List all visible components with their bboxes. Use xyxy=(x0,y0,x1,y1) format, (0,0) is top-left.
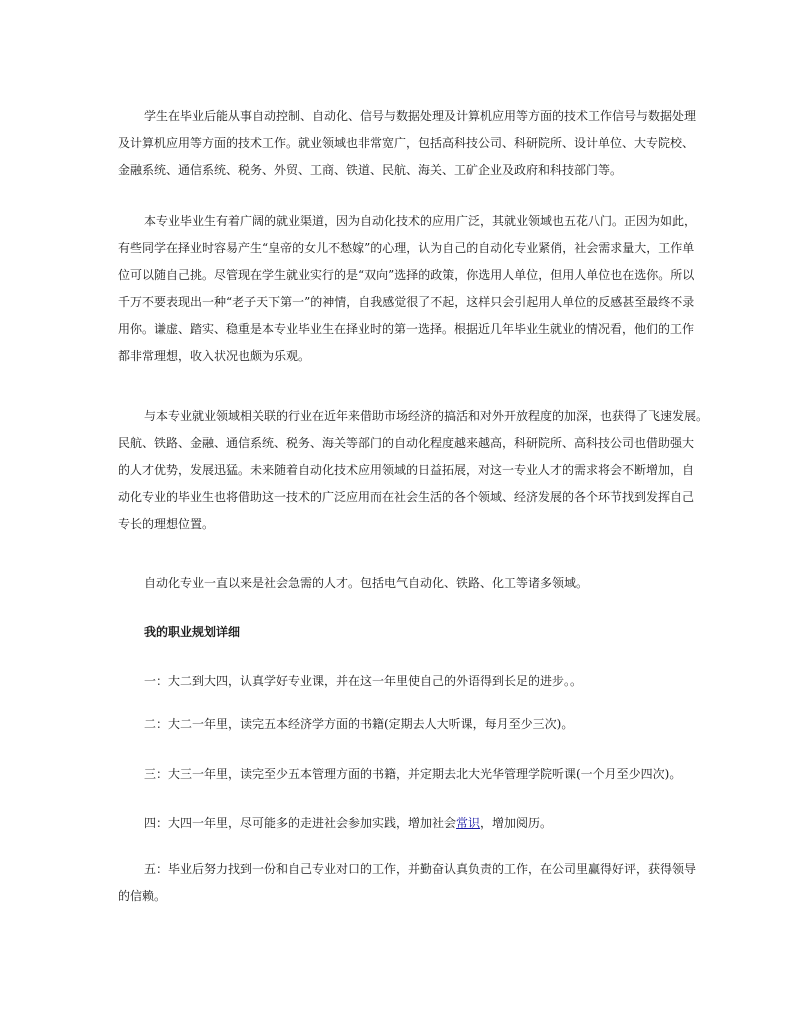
plan-item-2 xyxy=(118,711,690,738)
paragraph-2 xyxy=(118,208,697,370)
paragraph-line: 与本专业就业领域相关联的行业在近年来借助市场经济的搞活和对外开放程度的加深，也获得了飞速发展。 xyxy=(144,409,709,423)
paragraph-line: 用你。谦虚、踏实、稳重是本专业毕业生在择业时的第一选择。根据近几年毕业生就业的情况看，他们的工作 xyxy=(118,322,695,336)
paragraph-line: 的人才优势，发展迅猛。未来随着自动化技术应用领域的日益拓展，对这一专业人才的需求将会不断增加，自 xyxy=(118,463,695,477)
paragraph-1 xyxy=(118,103,697,184)
plan-item-text: 的信赖。 xyxy=(118,889,167,903)
section-heading-text: 我的职业规划详细 xyxy=(144,625,241,639)
paragraph-3 xyxy=(118,403,709,538)
plan-item-text: 一：大二到大四，认真学好专业课，并在这一年里使自己的外语得到长足的进步。。 xyxy=(144,674,583,688)
paragraph-line: 动化专业的毕业生也将借助这一技术的广泛应用而在社会生活的各个领域、经济发展的各个环节找到发挥自己 xyxy=(118,490,695,504)
paragraph-line: 千万不要表现出一种“老子天下第一”的神情，自我感觉很了不起，这样只会引起用人单位的反感甚至最终不录 xyxy=(118,295,695,309)
plan-item-1 xyxy=(118,668,690,695)
paragraph-line: 都非常理想，收入状况也颇为乐观。 xyxy=(118,349,311,363)
paragraph-line: 及计算机应用等方面的技术工作。就业领域也非常宽广，包括高科技公司、科研院所、设计单位、大专院校、 xyxy=(118,136,695,150)
plan-item-text: 五：毕业后努力找到一份和自己专业对口的工作，并勤奋认真负责的工作，在公司里赢得好评，获得领导 xyxy=(144,862,697,876)
paragraph-line: 民航、铁路、金融、通信系统、税务、海关等部门的自动化程度越来越高，科研院所、高科技公司也借助强大 xyxy=(118,436,695,450)
paragraph-line: 金融系统、通信系统、税务、外贸、工商、铁道、民航、海关、工矿企业及政府和科技部门等。 xyxy=(118,163,623,177)
paragraph-line: 学生在毕业后能从事自动控制、自动化、信号与数据处理及计算机应用等方面的技术工作信号与数据处理 xyxy=(144,109,697,123)
paragraph-4 xyxy=(118,570,690,597)
plan-item-text: 三：大三一年里，读完至少五本管理方面的书籍，并定期去北大光华管理学院听课(一个月至少四次)。 xyxy=(144,767,682,781)
paragraph-line: 本专业毕业生有着广阔的就业渠道，因为自动化技术的应用广泛，其就业领域也五花八门。正因为如此， xyxy=(144,214,697,228)
section-heading xyxy=(118,619,690,646)
paragraph-line: 有些同学在择业时容易产生“皇帝的女儿不愁嫁”的心理，认为自己的自动化专业紧俏，社会需求量大，工作单 xyxy=(118,241,695,255)
plan-item-3 xyxy=(118,761,690,788)
paragraph-line: 自动化专业一直以来是社会急需的人才。包括电气自动化、铁路、化工等诸多领域。 xyxy=(144,576,589,590)
plan-item-text xyxy=(118,810,690,837)
plan-item-4 xyxy=(118,810,690,837)
plan-item-text: 二：大二一年里，读完五本经济学方面的书籍(定期去人大听课，每月至少三次)。 xyxy=(144,717,574,731)
paragraph-line: 位可以随自己挑。尽管现在学生就业实行的是“双向”选择的政策，你选用人单位，但用人单位也在选你。所以 xyxy=(118,268,695,282)
paragraph-line: 专长的理想位置。 xyxy=(118,517,215,531)
plan-item-text-after: ，增加阅历。 xyxy=(480,816,553,830)
plan-item-5 xyxy=(118,856,697,910)
plan-item-text-before: 四：大四一年里，尽可能多的走进社会参加实践，增加社会 xyxy=(144,816,457,830)
common-sense-link[interactable]: 常识 xyxy=(456,816,481,830)
